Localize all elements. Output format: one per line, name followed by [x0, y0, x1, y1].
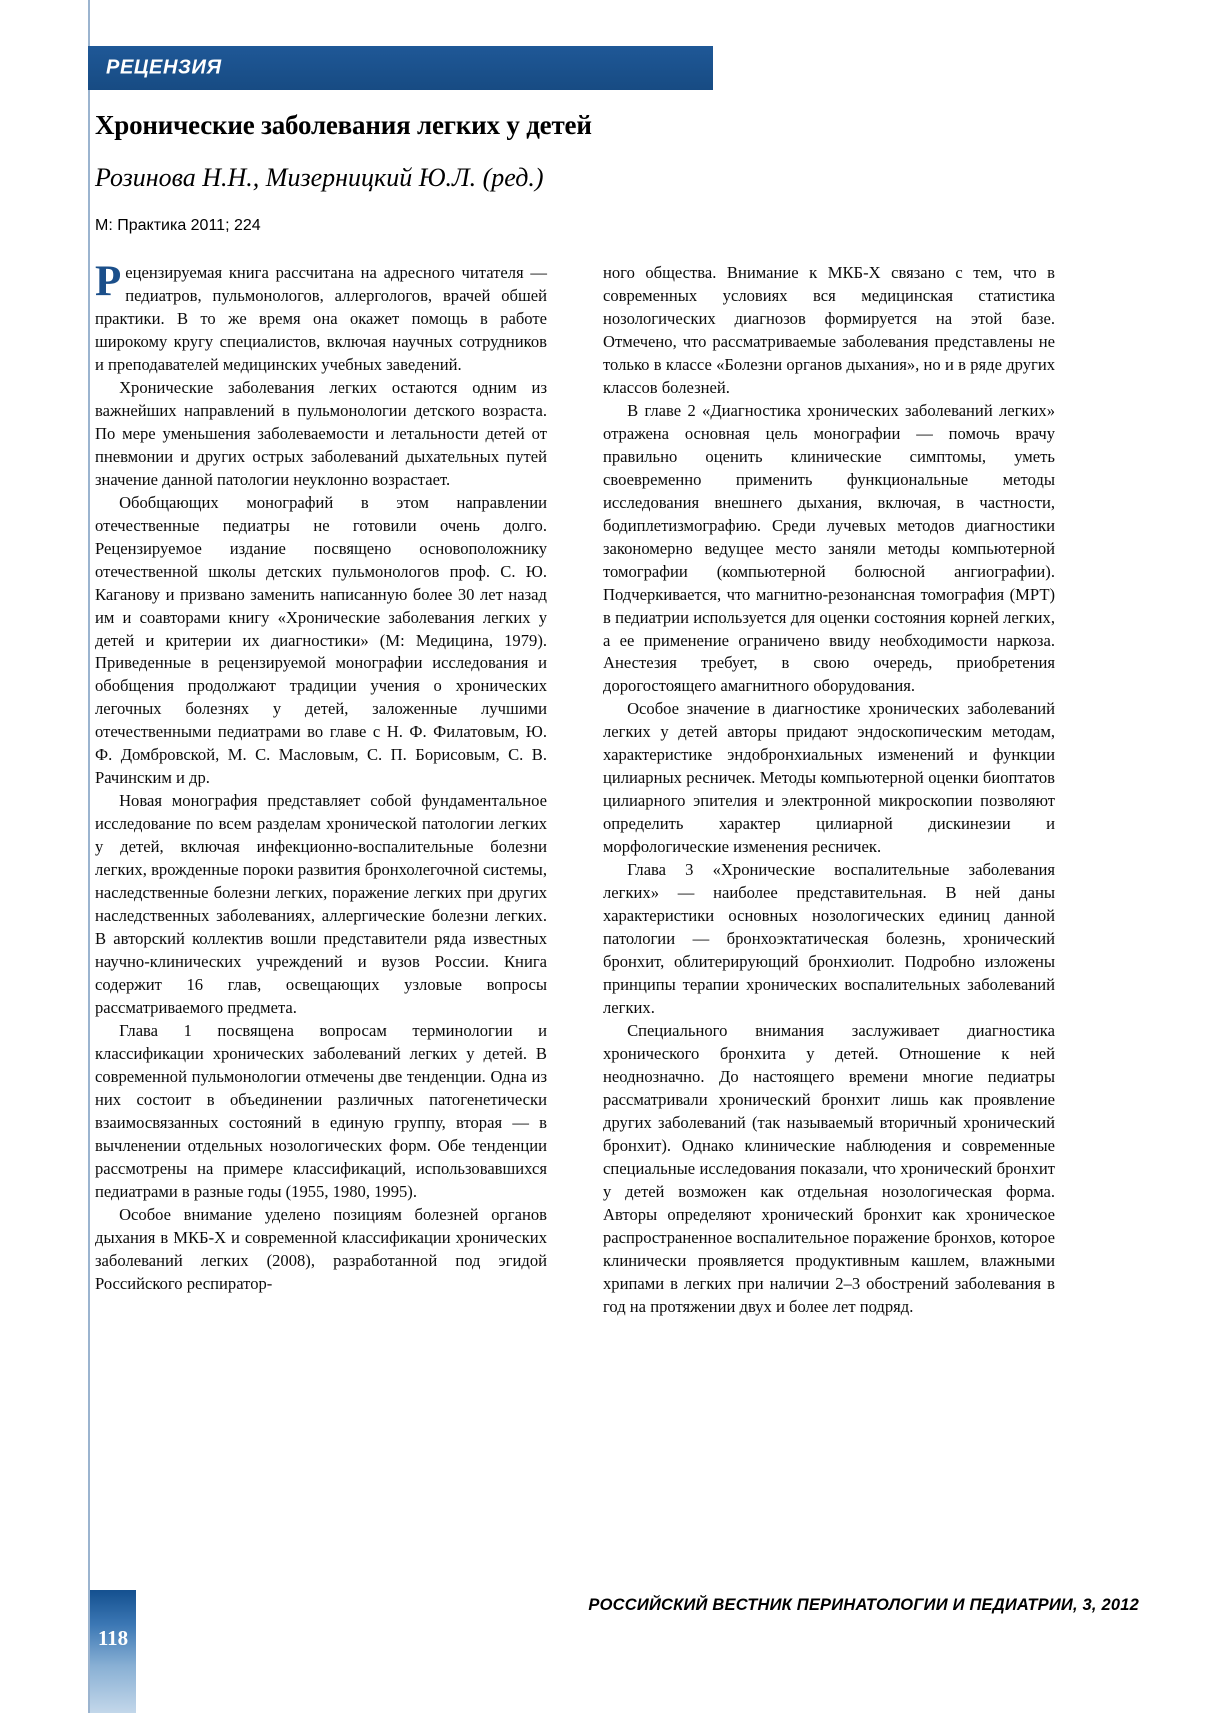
paragraph-text: ецензируемая книга рассчитана на адресного читателя — педиатров, пульмонологов, аллергологов, врачей обшей практики. В то же время она окажет помощь в работе широкому кругу специалистов, включая научных сотрудников и преподавателей медицинских учебных заведений.	[95, 263, 547, 374]
section-header-label: РЕЦЕНЗИЯ	[106, 56, 222, 79]
column-right	[603, 262, 1055, 1442]
paragraph: Особое значение в диагностике хронических заболеваний легких у детей авторы придают эндоскопическим методам, характеристике эндобронхиальных изменений и функции цилиарных ресничек. Методы компьютерной оценки биоптатов цилиарного эпителия и электронной микроскопии позволяют определить характер цилиарной дискинезии и морфологические изменения ресничек.	[603, 699, 1055, 857]
column-left	[95, 258, 547, 1442]
page-title: Хронические заболевания легких у детей	[95, 110, 592, 140]
paragraph: ного общества. Внимание к МКБ-Х связано с тем, что в современных условиях вся медицинская статистика нозологических диагнозов формируется на этой базе. Отмечено, что рассматриваемые заболевания представлены не только в классе «Болезни органов дыхания», но и в ряде других классов болезней.	[603, 263, 1055, 397]
drop-cap: Р	[95, 258, 122, 305]
page-number-tab	[90, 1590, 136, 1713]
paragraph: Специального внимания заслуживает диагностика хронического бронхита у детей. Отношение к ней неоднозначно. До настоящего времени многие педиатры рассматривали хронический бронхит лишь как проявление других заболеваний (так называемый вторичный хронический бронхит). Однако клинические наблюдения и современные специальные исследования показали, что хронический бронхит у детей возможен как отдельная нозологическая форма. Авторы определяют хронический бронхит как хроническое распространенное воспалительное поражение бронхов, которое клинически проявляется продуктивным кашлем, влажными хрипами в легких при наличии 2–3 обострений заболевания в год на протяжении двух и более лет подряд.	[603, 1020, 1055, 1316]
authors-line: Розинова Н.Н., Мизерницкий Ю.Л. (ред.)	[95, 163, 544, 192]
article-body	[95, 258, 1055, 1442]
section-header-bar	[88, 46, 713, 90]
paragraph: Обобщающих монографий в этом направлении отечественные педиатры не готовили очень долго. Рецензируемое издание посвящено основоположнику отечественной школы детских пульмонологов проф. С. Ю. Каганову и призвано заменить написанную более 30 лет назад им и соавторами книгу «Хронические заболевания легких у детей и критерии их диагностики» (М: Медицина, 1979). Приведенные в рецензируемой монографии исследования и обобщения продолжают традиции учения о хронических легочных болезнях у детей, заложенные лучшими отечественными педиатрами во главе с Н. Ф. Филатовым, Ю. Ф. Домбровской, М. С. Масловым, С. П. Борисовым, С. В. Рачинским и др.	[95, 492, 547, 788]
paragraph: Хронические заболевания легких остаются одним из важнейших направлений в пульмонологии детского возраста. По мере уменьшения заболеваемости и летальности детей от пневмонии и других острых заболеваний дыхательных путей значение данной патологии неуклонно возрастает.	[95, 377, 547, 489]
paragraph: Глава 3 «Хронические воспалительные заболевания легких» — наиболее представительная. В ней даны характеристики основных нозологических единиц данной патологии — бронхоэктатическая болезнь, хронический бронхит, облитерирующий бронхиолит. Подробно изложены принципы терапии хронических воспалительных заболеваний легких.	[603, 860, 1055, 1017]
paragraph	[95, 258, 547, 377]
left-margin-rule	[88, 0, 90, 1713]
footer-journal-title: РОССИЙСКИЙ ВЕСТНИК ПЕРИНАТОЛОГИИ И ПЕДИАТРИИ, 3, 2012	[588, 1596, 1139, 1614]
paragraph: Новая монография представляет собой фундаментальное исследование по всем разделам хронической патологии легких у детей, включая инфекционно-воспалительные болезни легких, врожденные пороки развития бронхолегочной системы, наследственные болезни легких, поражение легких при других наследственных заболеваниях, аллергические болезни легких. В авторский коллектив вошли представители ряда известных научно-клинических учреждений и вузов России. Книга содержит 16 глав, освещающих узловые вопросы рассматриваемого предмета.	[95, 791, 547, 1017]
imprint-line: М: Практика 2011; 224	[95, 217, 261, 234]
paragraph: Глава 1 посвящена вопросам терминологии и классификации хронических заболеваний легких у детей. В современной пульмонологии отмечены две тенденции. Одна из них состоит в объединении различных патогенетически взаимосвязанных состояний в единую группу, вторая — в вычленении отдельных нозологических форм. Обе тенденции рассмотрены на примере классификаций, использовавшихся педиатрами в разные годы (1955, 1980, 1995).	[95, 1020, 547, 1201]
page-number: 118	[97, 1626, 129, 1650]
paragraph: В главе 2 «Диагностика хронических заболеваний легких» отражена основная цель монографии — помочь врачу правильно оценить клинические симптомы, уметь своевременно применить функциональные методы исследования внешнего дыхания, включая, в частности, бодиплетизмографию. Среди лучевых методов диагностики закономерно ведущее место заняли методы компьютерной томографии (компьютерной болюсной ангиографии). Подчеркивается, что магнитно-резонансная томография (МРТ) в педиатрии используется для оценки состояния корней легких, а ее применение ограничено ввиду необходимости наркоза. Анестезия требует, в свою очередь, приобретения дорогостоящего амагнитного оборудования.	[603, 400, 1055, 696]
paragraph: Особое внимание уделено позициям болезней органов дыхания в МКБ-Х и современной классификации хронических заболеваний легких (2008), разработанной под эгидой Российского респиратор-	[95, 1204, 547, 1293]
title-block	[95, 110, 1055, 235]
